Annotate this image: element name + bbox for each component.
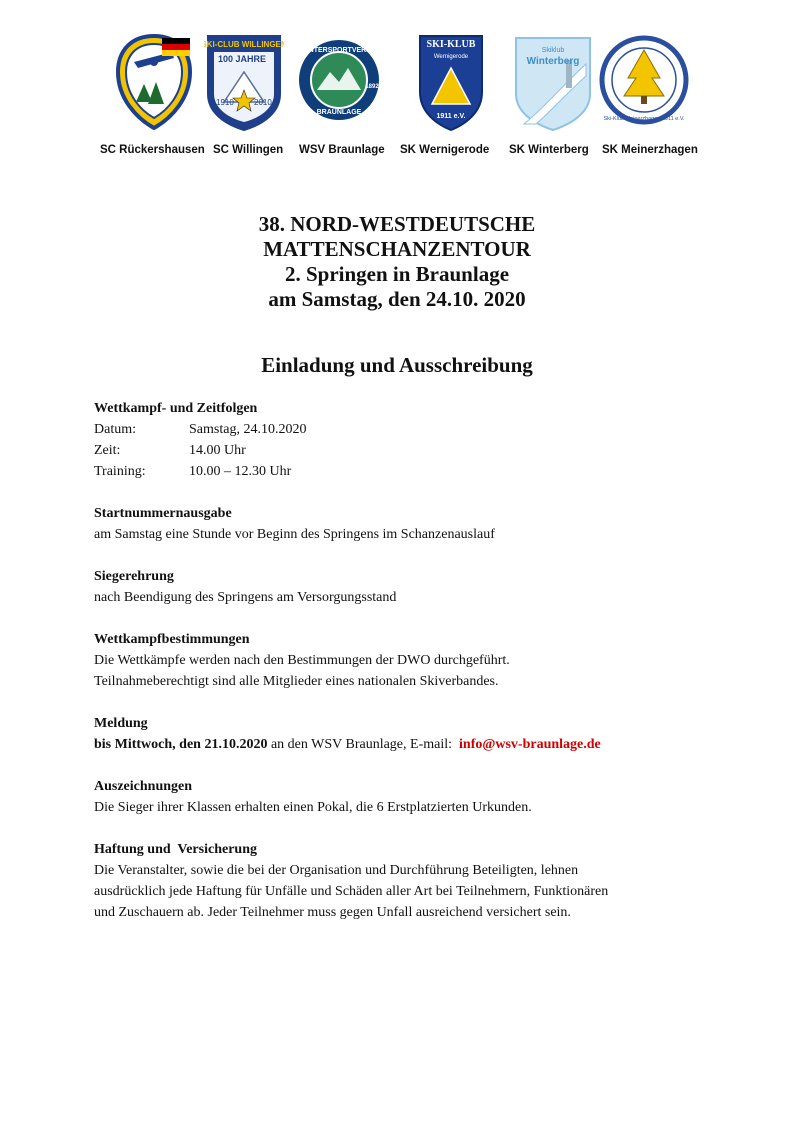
schedule-row: [94, 461, 714, 482]
winterberg-shield-icon: [512, 32, 594, 137]
svg-text:SKI-KLUB: SKI-KLUB: [426, 39, 476, 50]
caption-braunlage: WSV Braunlage: [299, 144, 385, 156]
club-logos: [0, 32, 794, 162]
svg-text:Skiklub: Skiklub: [541, 47, 565, 54]
svg-text:SKI-CLUB WILLINGEN: SKI-CLUB WILLINGEN: [204, 40, 284, 49]
section-meldung: [94, 713, 714, 755]
svg-text:1911 e.V.: 1911 e.V.: [436, 113, 466, 120]
section-haftung: [94, 839, 714, 923]
caption-winterberg: SK Winterberg: [509, 144, 589, 156]
section-wettkampf: [94, 398, 714, 482]
caption-rueckershausen: SC Rückershausen: [100, 144, 205, 156]
section-text: Die Sieger ihrer Klassen erhalten einen Pokal, die 6 Erstplatzierten Urkunden.: [94, 800, 532, 815]
section-text: Die Veranstalter, sowie die bei der Organisation und Durchführung Beteiligten, lehnen: [94, 863, 579, 878]
section-heading: Meldung: [94, 716, 148, 731]
willingen-year-left: 1910: [216, 98, 234, 107]
wernigerode-shield-icon: [416, 32, 486, 137]
meinerzhagen-roundel-icon: [598, 32, 690, 137]
german-flag-icon: [162, 38, 190, 56]
section-siegerehrung: [94, 566, 714, 608]
title-line-4: am Samstag, den 24.10. 2020: [268, 287, 526, 311]
meldung-deadline: bis Mittwoch, den 21.10.2020: [94, 737, 268, 752]
section-heading: Siegerehrung: [94, 569, 174, 584]
section-text: ausdrücklich jede Haftung für Unfälle und Schäden aller Art bei Teilnehmern, Funktionären: [94, 884, 609, 899]
section-heading: Wettkampf- und Zeitfolgen: [94, 401, 258, 416]
section-text: Die Wettkämpfe werden nach den Bestimmungen der DWO durchgeführt.: [94, 653, 510, 668]
section-heading: Wettkampfbestimmungen: [94, 632, 250, 647]
schedule-row: [94, 440, 714, 461]
section-heading: Auszeichnungen: [94, 779, 193, 794]
title-line-1: 38. NORD-WESTDEUTSCHE: [258, 212, 536, 236]
section-text: am Samstag eine Stunde vor Beginn des Springens im Schanzenauslauf: [94, 527, 495, 542]
braunlage-roundel-icon: [296, 32, 382, 137]
willingen-year-right: 2010: [254, 98, 272, 107]
caption-meinerzhagen: SK Meinerzhagen: [602, 144, 698, 156]
section-heading: Startnummernausgabe: [94, 506, 232, 521]
section-text: und Zuschauern ab. Jeder Teilnehmer muss gegen Unfall ausreichend versichert sein.: [94, 905, 571, 920]
title-line-2: MATTENSCHANZENTOUR: [263, 237, 531, 261]
svg-text:1892: 1892: [365, 84, 379, 90]
schedule-value: 10.00 – 12.30 Uhr: [189, 464, 292, 479]
schedule-label: Training:: [94, 464, 146, 479]
schedule-value: 14.00 Uhr: [189, 443, 246, 458]
svg-text:BRAUNLAGE: BRAUNLAGE: [316, 109, 362, 116]
section-startnummer: [94, 503, 714, 545]
rueckershausen-crest-icon: [114, 32, 194, 137]
willingen-shield-icon: [204, 32, 284, 137]
schedule-label: Datum:: [94, 422, 136, 437]
svg-text:Wernigerode: Wernigerode: [433, 54, 469, 60]
svg-text:Ski-Klub Meinerzhagen 1911 e.V: Ski-Klub Meinerzhagen 1911 e.V.: [603, 116, 685, 122]
meldung-text: an den WSV Braunlage, E-mail:: [267, 737, 460, 752]
section-heading: Haftung und Versicherung: [94, 842, 257, 857]
section-text: Teilnahmeberechtigt sind alle Mitglieder eines nationalen Skiverbandes.: [94, 674, 499, 689]
svg-text:WINTERSPORTVEREIN: WINTERSPORTVEREIN: [300, 47, 378, 54]
willingen-100-jahre: 100 JAHRE: [218, 54, 267, 64]
email-link[interactable]: info@wsv-braunlage.de: [459, 737, 601, 752]
schedule-value: Samstag, 24.10.2020: [189, 422, 307, 437]
section-text: [94, 734, 714, 755]
title-line-3: 2. Springen in Braunlage: [284, 262, 510, 286]
schedule-row: [94, 419, 714, 440]
page-subtitle: Einladung und Ausschreibung: [261, 353, 533, 377]
section-bestimmungen: [94, 629, 714, 692]
caption-willingen: SC Willingen: [213, 144, 284, 156]
section-text: nach Beendigung des Springens am Versorgungsstand: [94, 590, 397, 605]
caption-wernigerode: SK Wernigerode: [400, 144, 490, 156]
schedule-label: Zeit:: [94, 443, 121, 458]
document-body: [94, 398, 714, 944]
section-auszeichnungen: [94, 776, 714, 818]
svg-text:Winterberg: Winterberg: [526, 56, 580, 67]
event-title: [0, 212, 794, 312]
